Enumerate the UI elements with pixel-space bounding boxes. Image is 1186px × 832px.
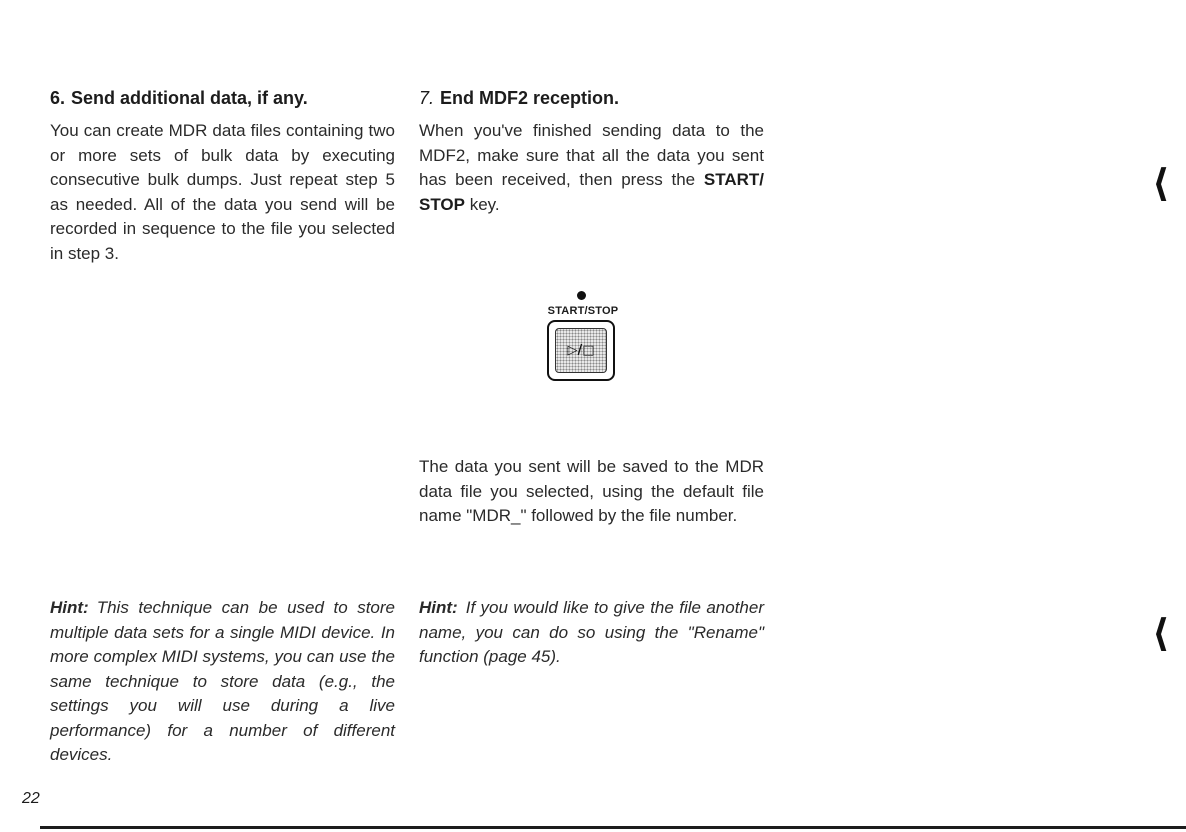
start-stop-figure bbox=[538, 287, 628, 387]
step-7-body-pre: When you've finished sending data to the MDF2, make sure that all the data you sent has been received, then press the bbox=[419, 121, 764, 189]
button-face bbox=[555, 328, 607, 373]
start-stop-button bbox=[547, 320, 615, 381]
step-6-body: You can create MDR data files containing two or more sets of bulk data by executing consecutive bulk dumps. Just repeat step 5 as needed. All of the data you send will be recorded in sequence to the file you selected in step 3. bbox=[50, 121, 395, 263]
hint-right-text: If you would like to give the file another name, you can do so using the "Rename" function (page 45). bbox=[419, 598, 764, 666]
right-column bbox=[419, 87, 764, 217]
saved-explanation-text: The data you sent will be saved to the MDR data file you selected, using the default file name "MDR_" followed by the file number. bbox=[419, 457, 764, 525]
step-6-number: 6. bbox=[50, 88, 66, 108]
bottom-rule bbox=[40, 826, 1186, 829]
step-6-title: Send additional data, if any. bbox=[71, 88, 308, 108]
step-7-number: 7. bbox=[419, 88, 435, 108]
binding-mark-icon: ⟨ bbox=[1152, 160, 1170, 205]
indicator-led-icon bbox=[577, 291, 586, 300]
step-7-body bbox=[419, 119, 764, 217]
hint-right bbox=[419, 596, 764, 670]
hint-left bbox=[50, 596, 395, 768]
hint-right-label: Hint: bbox=[419, 598, 458, 617]
saved-explanation bbox=[419, 455, 764, 529]
hint-left-text: This technique can be used to store multiple data sets for a single MIDI device. In more complex MIDI systems, you can use the same technique to store data (e.g., the settings you will use during a live performance) for a number of different devices. bbox=[50, 598, 395, 764]
left-hint bbox=[50, 596, 395, 768]
right-hint bbox=[419, 596, 764, 670]
start-stop-key-text: START/ STOP bbox=[419, 170, 764, 214]
start-stop-label: START/STOP bbox=[547, 305, 619, 317]
play-stop-icon: ▷/□ bbox=[567, 343, 595, 358]
left-column bbox=[50, 87, 395, 266]
step-6-heading bbox=[50, 87, 395, 109]
binding-mark-icon: ⟨ bbox=[1152, 610, 1170, 655]
page-number: 22 bbox=[22, 790, 40, 807]
step-7-title: End MDF2 reception. bbox=[440, 88, 620, 108]
step-7-body-post: key. bbox=[464, 194, 500, 214]
step-7-heading bbox=[419, 87, 764, 109]
hint-left-label: Hint: bbox=[50, 598, 89, 617]
